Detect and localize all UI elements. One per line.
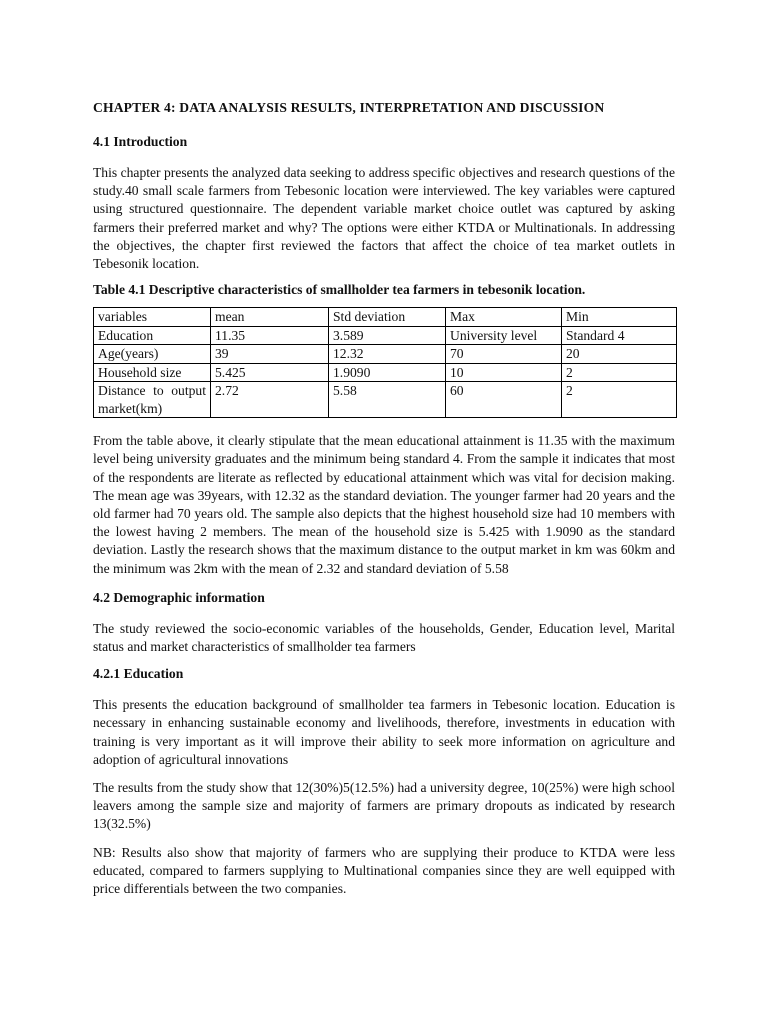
descriptive-statistics-table [93,307,677,418]
table-header-cell: Std deviation [329,308,446,327]
table-header-row [94,308,677,327]
demographic-paragraph: The study reviewed the socio-economic variables of the households, Gender, Education level, Marital status and market characteristics of smallholder tea farmers [93,620,675,655]
table-cell: 11.35 [211,326,329,345]
table-cell: 3.589 [329,326,446,345]
table-cell: Household size [94,363,211,382]
section-heading-demographic-information: 4.2 Demographic information [93,589,265,605]
introduction-paragraph: This chapter presents the analyzed data seeking to address specific objectives and research questions of the study.40 small scale farmers from Tebesonic location were interviewed. The key variables were captured using structured questionnaire. The dependent variable market choice outlet was captured by asking farmers their preferred market and why? The options were either KTDA or Multinationals. In addressing the objectives, the chapter first reviewed the factors that affect the choice of tea market outlets in Tebesonik location. [93,165,675,272]
table-cell: 5.425 [211,363,329,382]
table-cell: 60 [446,382,562,418]
section-heading-education: 4.2.1 Education [93,666,184,682]
section-heading-introduction: 4.1 Introduction [93,134,188,149]
table-cell: 39 [211,345,329,364]
table-header-cell: Max [446,308,562,327]
table-cell: University level [446,326,562,345]
education-paragraph-1: This presents the education background of smallholder tea farmers in Tebesonic location. Education is necessary in enhancing sustainable economy and livelihoods, therefore, investments in education with training is very important as it will improve their ability to seek more information on agriculture and adoption of agricultural innovations [93,697,675,767]
table-cell: 2.72 [211,382,329,418]
chapter-title: CHAPTER 4: DATA ANALYSIS RESULTS, INTERPRETATION AND DISCUSSION [93,100,605,115]
table-cell: 20 [562,345,677,364]
table-cell: Distance to output market(km) [94,382,211,418]
document-page [93,100,675,898]
table-cell: 2 [562,363,677,382]
table-row [94,345,677,364]
table-cell: Age(years) [94,345,211,364]
table-cell: 2 [562,382,677,418]
education-paragraph-2: The results from the study show that 12(30%)5(12.5%) had a university degree, 10(25%) were high school leavers among the sample size and majority of farmers are primary dropouts as indicated by research 13(32.5%) [93,780,675,832]
table-row [94,382,677,418]
table-cell: 70 [446,345,562,364]
table-caption: Table 4.1 Descriptive characteristics of smallholder tea farmers in tebesonik location. [93,282,586,298]
table-row [94,326,677,345]
table-cell: 5.58 [329,382,446,418]
table-cell: 1.9090 [329,363,446,382]
table-header-cell: mean [211,308,329,327]
table-header-cell: Min [562,308,677,327]
table-row [94,363,677,382]
table-interpretation-paragraph: From the table above, it clearly stipulate that the mean educational attainment is 11.35 with the maximum level being university graduates and the minimum being standard 4. From the sample it indicates that most of the respondents are literate as reflected by educational attainment which was vital for decision making. The mean age was 39years, with 12.32 as the standard deviation. The younger farmer had 20 years and the old farmer had 70 years old. The sample also depicts that the highest household size had 10 members with the lowest having 2 members. The mean of the household size is 5.425 with 1.9090 as the standard deviation. Lastly the research shows that the maximum distance to the output market in km was 60km and the minimum was 2km with the mean of 2.32 and standard deviation of 5.58 [93,433,675,576]
table-header-cell: variables [94,308,211,327]
table-cell: Education [94,326,211,345]
education-paragraph-nb: NB: Results also show that majority of farmers who are supplying their produce to KTDA were less educated, compared to farmers supplying to Multinational companies since they are well equipped with price differentials between the two companies. [93,844,675,897]
table-cell: Standard 4 [562,326,677,345]
table-cell: 10 [446,363,562,382]
table-cell: 12.32 [329,345,446,364]
